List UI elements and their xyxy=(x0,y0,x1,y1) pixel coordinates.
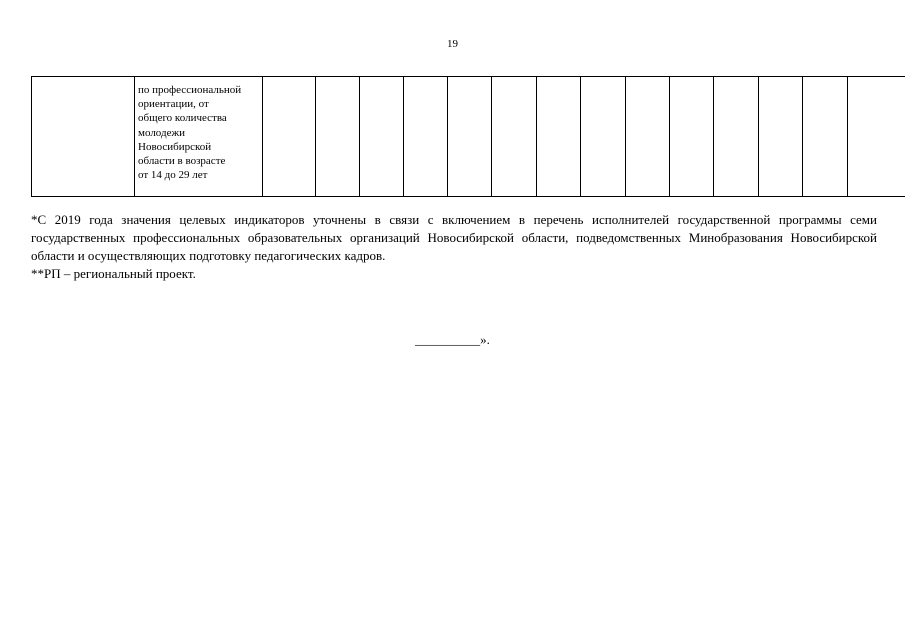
table-cell-value xyxy=(404,77,448,197)
footnote-targets-clarification: *С 2019 года значения целевых индикаторов уточнены в связи с включением в перечень исполнителей государственной программы семи государственных профессиональных образовательных организаций Новосибирской области, подведомственных Минобразования Новосибирской области и осуществляющих подготовку педагогических кадров. xyxy=(31,212,877,263)
table-cell-value xyxy=(759,77,803,197)
table-cell-value xyxy=(537,77,581,197)
indicator-line: общего количества xyxy=(138,112,227,125)
table-cell-value xyxy=(492,77,537,197)
closing-mark: __________». xyxy=(415,332,490,347)
footnotes xyxy=(31,211,877,283)
table-row xyxy=(32,77,905,197)
indicators-table-continuation xyxy=(31,76,905,197)
indicator-line: от 14 до 29 лет xyxy=(138,169,208,182)
table-cell-value xyxy=(448,77,492,197)
page-number: 19 xyxy=(447,38,458,50)
table-cell-note xyxy=(848,77,905,197)
table-cell-unit xyxy=(263,77,316,197)
table-cell-value xyxy=(360,77,404,197)
indicator-line: по профессиональной xyxy=(138,84,242,96)
indicator-line: Новосибирской xyxy=(138,140,212,153)
table-cell-number xyxy=(32,77,135,197)
indicator-line: области в возрасте xyxy=(138,155,226,168)
table-cell-value xyxy=(316,77,360,197)
table-cell-value xyxy=(581,77,626,197)
table-cell-value xyxy=(626,77,670,197)
indicator-line: ориентации, от xyxy=(138,98,209,111)
footnote-rp-abbreviation: **РП – региональный проект. xyxy=(31,266,196,281)
table-cell-indicator-name xyxy=(135,77,263,197)
indicator-line: молодежи xyxy=(138,126,185,139)
table-cell-value xyxy=(803,77,848,197)
table-cell-value xyxy=(714,77,759,197)
table-cell-value xyxy=(670,77,714,197)
